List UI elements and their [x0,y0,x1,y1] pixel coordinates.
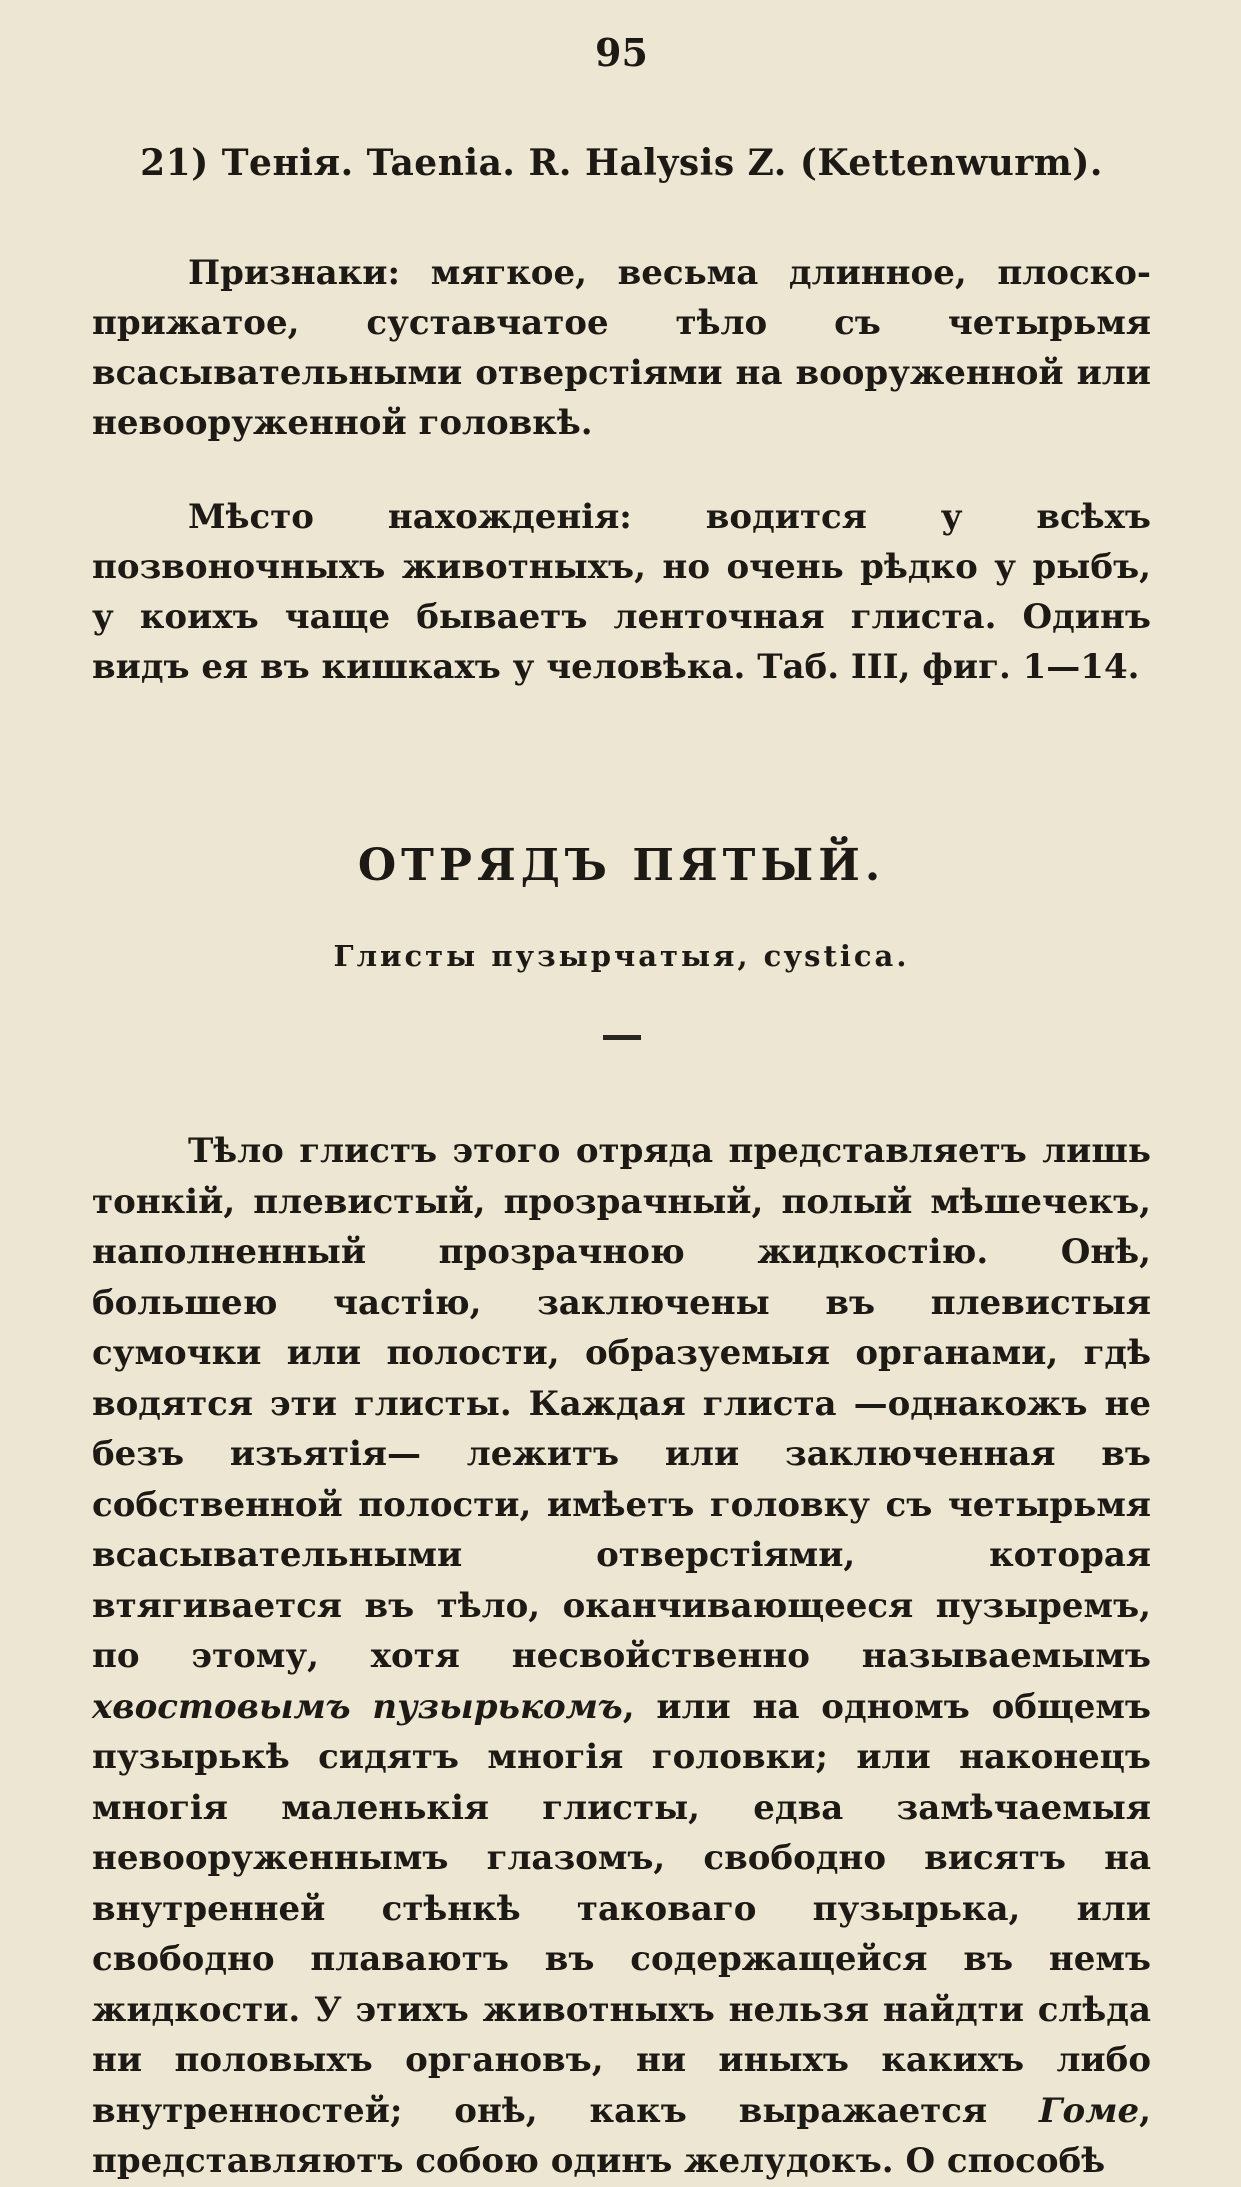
page-number: 95 [595,30,648,75]
section-subtitle: Глисты пузырчатыя, cystica. [333,939,910,973]
signs-paragraph: Признаки: мягкое, весьма длинное, плоско-прижатое, суставчатое тѣло съ четырьмя всасывательными отверстіями на вооруженной или невооруженной головкѣ. [92,253,1151,443]
habitat-paragraph: Мѣсто нахожденія: водится у всѣхъ позвоночныхъ животныхъ, но очень рѣдко у рыбъ, у коихъ чаще бываетъ ленточная глиста. Одинъ видъ ея въ кишкахъ у человѣка. Таб. III, фиг. 1—14. [92,497,1151,687]
body-paragraph [92,1126,1151,2187]
section-title: ОТРЯДЪ ПЯТЫЙ. [357,840,886,891]
body-italic-term-2: Гоме [1039,2090,1140,2131]
body-text-part-2: , или на одномъ общемъ пузырькѣ сидятъ многія головки; или наконецъ многія маленькія глисты, едва замѣчаемыя невооруженнымъ глазомъ, свободно висятъ на внутренней стѣнкѣ таковаго пузырька, или свободно плаваютъ въ содержащейся въ немъ жидкости. У этихъ животныхъ нельзя найдти слѣда ни половыхъ органовъ, ни иныхъ какихъ либо внутренностей; онѣ, какъ выражается [92,1686,1151,2131]
entry-heading: 21) Тенія. Taenia. R. Halysis Z. (Kettenwurm). [140,142,1103,184]
body-text-part-1: Тѣло глистъ этого отряда представляетъ лишь тонкій, плевистый, прозрачный, полый мѣшечекъ, наполненный прозрачною жидкостію. Онѣ, большею частію, заключены въ плевистыя сумочки или полости, образуемыя органами, гдѣ водятся эти глисты. Каждая глиста —однакожъ не безъ изъятія— лежитъ или заключенная въ собственной полости, имѣетъ головку съ четырьмя всасывательными отверстіями, которая втягивается въ тѣло, оканчивающееся пузыремъ, по этому, хотя несвойственно называемымъ [92,1131,1151,1676]
body-text-part-3: , представляютъ собою одинъ желудокъ. О способѣ [92,2090,1151,2181]
section-divider [603,1035,641,1040]
body-italic-term-1: хвостовымъ пузырькомъ [92,1686,623,1727]
